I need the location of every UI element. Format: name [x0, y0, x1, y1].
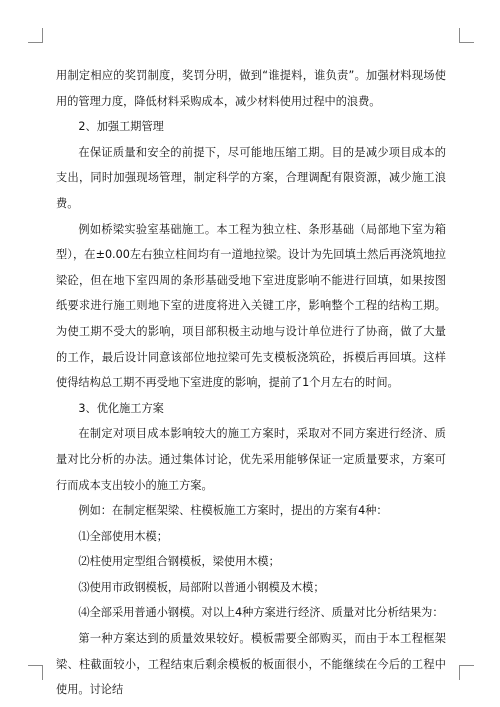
paragraph-material-management: 用制定相应的奖罚制度，奖罚分明，做到“谁提料，谁负责”。加强材料现场使用的管理力度，降低材料采购成本，减少材料使用过程中的浪费。 — [56, 69, 446, 108]
list-item-option-4: ⑷全部采用普通小钢模。对以上4种方案进行经济、质量对比分析结果为： — [78, 606, 444, 620]
list-item-option-3: ⑶使用市政钢模板，局部附以普通小钢模及木模； — [78, 580, 325, 594]
crop-mark-bottom-left — [28, 665, 43, 680]
paragraph-plan-example: 例如：在制定框架梁、柱模板施工方案时，提出的方案有4种： — [78, 504, 388, 518]
crop-mark-bottom-right — [459, 665, 474, 680]
list-item-option-1: ⑴全部使用木模； — [78, 529, 168, 543]
heading-schedule-management: 2、加强工期管理 — [78, 120, 164, 134]
paragraph-plan-intro: 在制定对项目成本影响较大的施工方案时，采取对不同方案进行经济、质量对比分析的办法。通过集体讨论，优先采用能够保证一定质量要求，方案可行而成本支出较小的施工方案。 — [56, 427, 446, 492]
paragraph-schedule-intro: 在保证质量和安全的前提下，尽可能地压缩工期。目的是减少项目成本的支出，同时加强现场管理，制定科学的方案，合理调配有限资源，减少施工浪费。 — [56, 145, 446, 210]
crop-mark-top-right — [459, 28, 474, 43]
paragraph-option-analysis: 第一种方案达到的质量效果较好。模板需要全部购买，而由于本工程框架梁、柱截面较小，工程结束后剩余模板的板面很小，不能继续在今后的工程中使用。讨论结 — [56, 632, 446, 697]
document-body — [56, 63, 446, 703]
heading-optimize-plan: 3、优化施工方案 — [78, 401, 164, 415]
paragraph-schedule-example: 例如桥梁实验室基础施工。本工程为独立柱、条形基础（局部地下室为箱型），在±0.00左右独立柱间均有一道地拉梁。设计为先回填土然后再浇筑地拉梁砼，但在地下室四周的条形基础受地下室进度影响不能进行回填，如果按图纸要求进行施工则地下室的进度将进入关键工序，影响整个工程的结构工期。为使工期不受大的影响，项目部积极主动地与设计单位进行了协商，做了大量的工作，最后设计同意该部位地拉梁可先支模板浇筑砼，拆模后再回填。这样使得结构总工期不再受地下室进度的影响，提前了1个月左右的时间。 — [56, 222, 446, 390]
list-item-option-2: ⑵柱使用定型组合钢模板，梁使用木模； — [78, 555, 280, 569]
crop-mark-top-left — [28, 28, 43, 43]
